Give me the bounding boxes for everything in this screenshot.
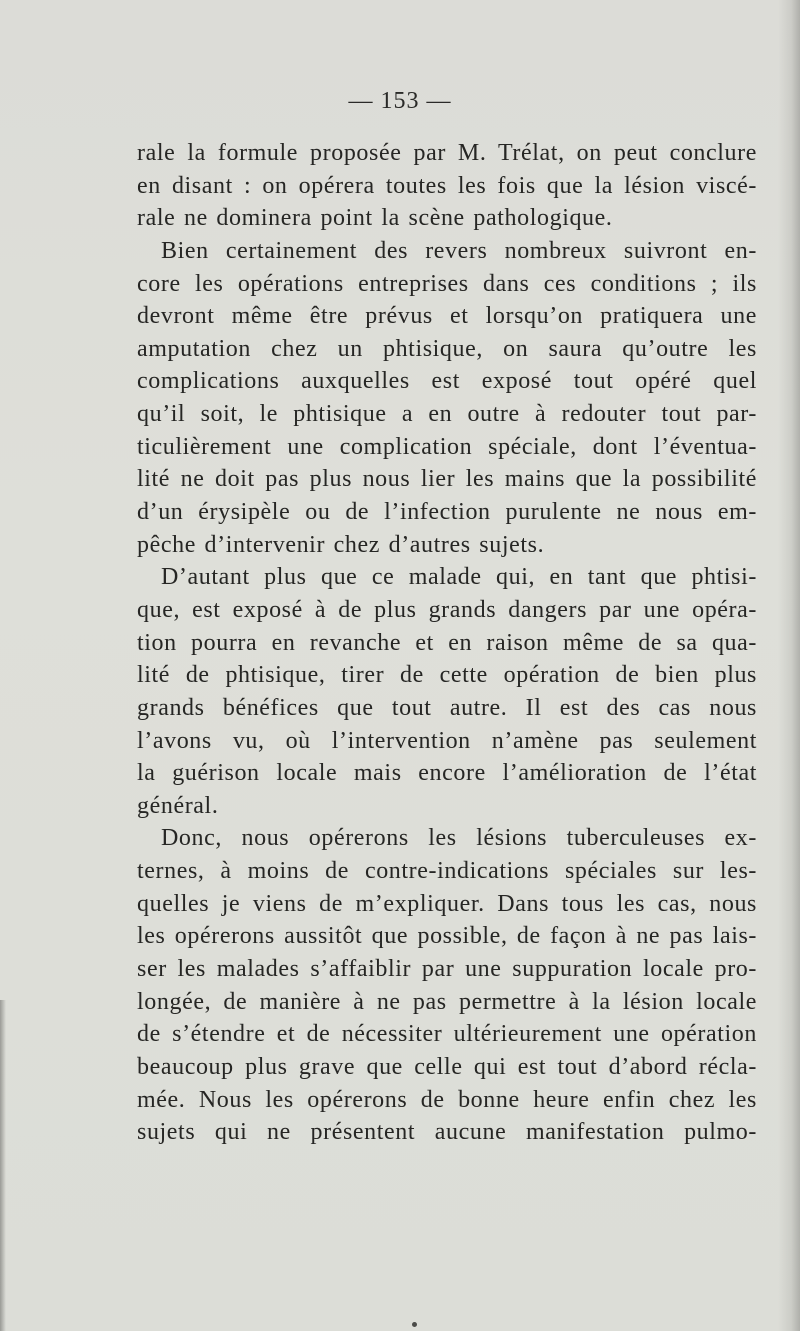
text-line: lité de phtisique, tirer de cette opération de bien plus: [137, 662, 757, 689]
page-edge-shadow: [778, 0, 800, 1331]
text-line: ser les malades s’affaiblir par une suppuration locale pro-: [137, 956, 757, 983]
text-line: pêche d’intervenir chez d’autres sujets.: [137, 531, 545, 558]
text-line: rale ne dominera point la scène pathologique.: [137, 205, 613, 232]
text-line: général.: [137, 792, 219, 819]
text-line: d’un érysipèle ou de l’infection purulente ne nous em-: [137, 499, 757, 526]
text-line: quelles je viens de m’expliquer. Dans tous les cas, nous: [137, 890, 757, 917]
body-text: [137, 137, 757, 1149]
text-line: l’avons vu, où l’intervention n’amène pas seulement: [137, 727, 757, 754]
text-line: beaucoup plus grave que celle qui est tout d’abord récla-: [137, 1053, 757, 1080]
text-line: que, est exposé à de plus grands dangers par une opéra-: [137, 596, 757, 623]
text-line: amputation chez un phtisique, on saura qu’outre les: [137, 335, 757, 362]
text-line: core les opérations entreprises dans ces conditions ; ils: [137, 270, 757, 297]
text-line: les opérerons aussitôt que possible, de façon à ne pas lais-: [137, 923, 757, 950]
text-line: devront même être prévus et lorsqu’on pratiquera une: [137, 303, 757, 330]
text-line: Donc, nous opérerons les lésions tuberculeuses ex-: [161, 825, 757, 852]
ink-speck: [412, 1322, 417, 1327]
text-line: rale la formule proposée par M. Trélat, on peut conclure: [137, 140, 757, 166]
page-number: — 153 —: [348, 88, 452, 114]
text-line: complications auxquelles est exposé tout opéré quel: [137, 368, 757, 395]
text-line: D’autant plus que ce malade qui, en tant que phtisi-: [161, 564, 757, 591]
text-line: ternes, à moins de contre-indications spéciales sur les-: [137, 858, 757, 885]
text-line: lité ne doit pas plus nous lier les mains que la possibilité: [137, 466, 757, 493]
text-line: mée. Nous les opérerons de bonne heure enfin chez les: [137, 1086, 757, 1113]
text-line: sujets qui ne présentent aucune manifestation pulmo-: [137, 1119, 757, 1146]
text-line: grands bénéfices que tout autre. Il est des cas nous: [137, 694, 757, 721]
text-line: de s’étendre et de nécessiter ultérieurement une opération: [137, 1021, 757, 1048]
text-line: en disant : on opérera toutes les fois que la lésion viscé-: [137, 172, 757, 199]
text-line: tion pourra en revanche et en raison même de sa qua-: [137, 629, 757, 656]
page-binding-shadow: [0, 1000, 6, 1331]
text-line: qu’il soit, le phtisique a en outre à redouter tout par-: [137, 401, 757, 428]
text-line: la guérison locale mais encore l’amélioration de l’état: [137, 760, 757, 787]
text-line: ticulièrement une complication spéciale, dont l’éventua-: [137, 433, 757, 460]
text-line: longée, de manière à ne pas permettre à la lésion locale: [137, 988, 757, 1015]
text-line: Bien certainement des revers nombreux suivront en-: [161, 237, 757, 264]
